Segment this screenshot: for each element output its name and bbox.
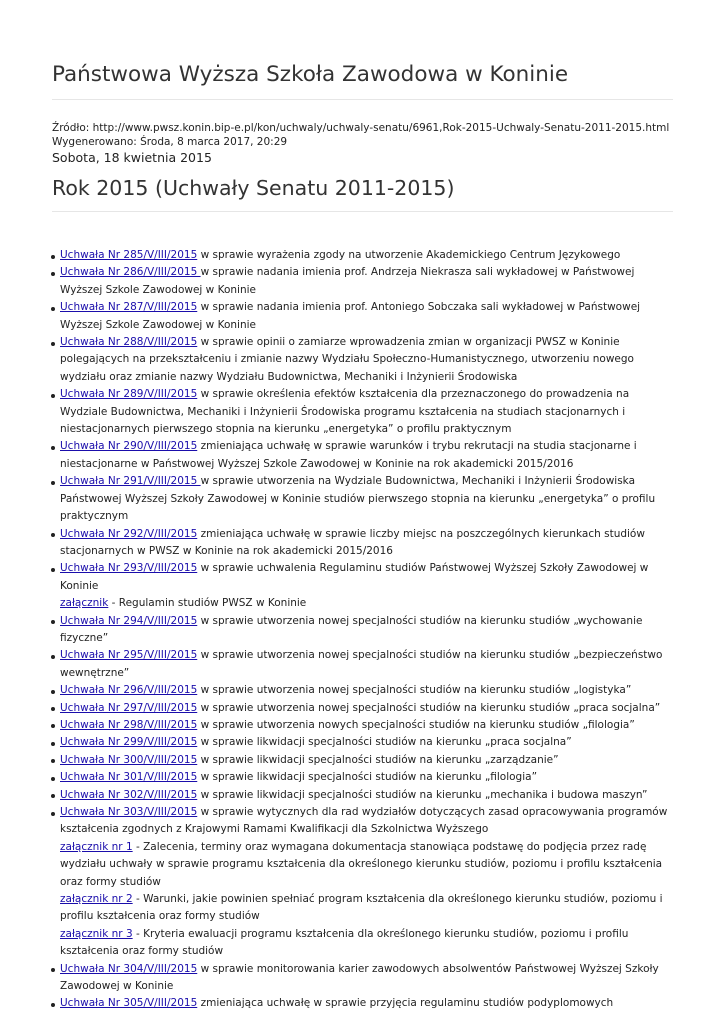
resolution-description: w sprawie uchwalenia Regulaminu studiów Państwowej Wyższej Szkoły Zawodowej w Koninie [60, 562, 649, 592]
title-divider [52, 99, 673, 100]
resolution-link[interactable]: Uchwała Nr 296/V/III/2015 [60, 684, 198, 697]
resolution-description: w sprawie określenia efektów kształcenia dla przeznaczonego do prowadzenia na Wydziale Budownictwa, Mechaniki i Inżynierii Środowiska programu kształcenia na studiach stacjonarnych i niestacjonarnych pierwszego stopnia na kierunku „energetyka” o profilu praktycznym [60, 388, 630, 436]
resolution-link[interactable]: Uchwała Nr 298/V/III/2015 [60, 718, 198, 731]
generated-timestamp: Wygenerowano: Środa, 8 marca 2017, 20:29 [52, 136, 288, 148]
resolution-item [52, 682, 673, 699]
resolution-description: zmieniająca uchwałę w sprawie liczby miejsc na poszczególnych kierunkach studiów stacjonarnych w PWSZ w Koninie na rok akademicki 2015/2016 [60, 527, 645, 557]
resolution-item [52, 526, 673, 561]
section-title: Rok 2015 (Uchwały Senatu 2011-2015) [52, 176, 455, 200]
resolution-link[interactable]: Uchwała Nr 291/V/III/2015 [60, 475, 201, 488]
resolution-link[interactable]: Uchwała Nr 305/V/III/2015 [60, 997, 198, 1010]
resolution-item [52, 752, 673, 769]
attachment-entry [60, 891, 673, 926]
resolution-description: w sprawie nadania imienia prof. Andrzeja Niekrasza sali wykładowej w Państwowej Wyższej Szkole Zawodowej w Koninie [60, 266, 635, 296]
resolution-link[interactable]: Uchwała Nr 300/V/III/2015 [60, 753, 198, 766]
attachment-link[interactable]: załącznik nr 1 [60, 840, 133, 853]
resolution-link[interactable]: Uchwała Nr 286/V/III/2015 [60, 266, 201, 279]
resolution-item [52, 769, 673, 786]
resolution-item [52, 438, 673, 473]
resolution-item [52, 386, 673, 438]
resolutions-list [52, 247, 673, 1013]
resolution-description: w sprawie utworzenia nowej specjalności studiów na kierunku studiów „bezpieczeństwo wewnętrzne” [60, 649, 663, 679]
resolution-item [52, 647, 673, 682]
resolution-item [52, 334, 673, 386]
resolution-item [52, 613, 673, 648]
resolution-description: w sprawie likwidacji specjalności studiów na kierunku „filologia” [197, 771, 538, 784]
resolution-description: w sprawie likwidacji specjalności studiów na kierunku „zarządzanie” [197, 753, 559, 766]
resolution-link[interactable]: Uchwała Nr 301/V/III/2015 [60, 771, 198, 784]
resolution-item [52, 299, 673, 334]
resolution-description: w sprawie utworzenia nowej specjalności studiów na kierunku studiów „logistyka” [197, 684, 632, 697]
resolution-description: w sprawie utworzenia nowej specjalności studiów na kierunku studiów „wychowanie fizyczne” [60, 614, 643, 644]
resolution-description: w sprawie likwidacji specjalności studiów na kierunku „praca socjalna” [197, 736, 572, 749]
attachment-description: - Warunki, jakie powinien spełniać program kształcenia dla określonego kierunku studiów, poziomu i profilu kształcenia oraz formy studiów [60, 893, 663, 923]
attachment-description: - Zalecenia, terminy oraz wymagana dokumentacja stanowiąca podstawę do podjęcia przez radę wydziału uchwały w sprawie programu kształcenia dla określonego kierunku studiów, poziomu i profilu kształcenia oraz formy studiów [60, 840, 663, 888]
attachment-link[interactable]: załącznik nr 3 [60, 927, 133, 940]
attachment-entry [60, 595, 673, 612]
resolution-link[interactable]: Uchwała Nr 299/V/III/2015 [60, 736, 198, 749]
resolution-link[interactable]: Uchwała Nr 295/V/III/2015 [60, 649, 198, 662]
section-divider [52, 211, 673, 212]
resolution-link[interactable]: Uchwała Nr 292/V/III/2015 [60, 527, 198, 540]
attachment-entry [60, 839, 673, 891]
resolution-link[interactable]: Uchwała Nr 302/V/III/2015 [60, 788, 198, 801]
resolution-item [52, 560, 673, 612]
document-meta [52, 121, 669, 149]
resolution-item [52, 734, 673, 751]
resolution-description: w sprawie opinii o zamiarze wprowadzenia zmian w organizacji PWSZ w Koninie polegających na przekształceniu i zmianie nazwy Wydziału Społeczno-Humanistycznego, utworzeniu nowego wydziału oraz zmianie nazwy Wydziału Budownictwa, Mechaniki i Inżynierii Środowiska [60, 336, 634, 383]
resolution-link[interactable]: Uchwała Nr 289/V/III/2015 [60, 388, 198, 401]
resolution-item [52, 961, 673, 996]
resolution-link[interactable]: Uchwała Nr 287/V/III/2015 [60, 301, 198, 314]
resolution-link[interactable]: Uchwała Nr 285/V/III/2015 [60, 249, 198, 261]
resolution-link[interactable]: Uchwała Nr 290/V/III/2015 [60, 440, 198, 453]
resolution-link[interactable]: Uchwała Nr 288/V/III/2015 [60, 336, 198, 349]
resolution-item [52, 700, 673, 717]
resolution-description: w sprawie likwidacji specjalności studiów na kierunku „mechanika i budowa maszyn” [197, 788, 648, 801]
resolution-link[interactable]: Uchwała Nr 304/V/III/2015 [60, 962, 198, 975]
resolution-description: w sprawie monitorowania karier zawodowych absolwentów Państwowej Wyższej Szkoły Zawodowej w Koninie [60, 962, 659, 993]
attachment-link[interactable]: załącznik nr 2 [60, 893, 133, 906]
source-url: Źródło: http://www.pwsz.konin.bip-e.pl/kon/uchwaly/uchwaly-senatu/6961,Rok-2015-Uchwaly-Senatu-2011-2015.html [52, 122, 670, 134]
resolution-description: w sprawie utworzenia nowej specjalności studiów na kierunku studiów „praca socjalna” [197, 701, 661, 714]
resolution-item [52, 995, 673, 1012]
resolution-link[interactable]: Uchwała Nr 303/V/III/2015 [60, 806, 198, 818]
resolution-description: zmieniająca uchwałę w sprawie przyjęcia regulaminu studiów podyplomowych [197, 997, 614, 1010]
resolution-link[interactable]: Uchwała Nr 297/V/III/2015 [60, 701, 198, 714]
resolution-link[interactable]: Uchwała Nr 293/V/III/2015 [60, 562, 198, 575]
resolution-item [52, 787, 673, 804]
site-title: Państwowa Wyższa Szkoła Zawodowa w Koninie [52, 62, 569, 87]
resolution-item [52, 473, 673, 525]
resolution-item [52, 804, 673, 961]
resolution-description: w sprawie wyrażenia zgody na utworzenie Akademickiego Centrum Językowego [197, 249, 621, 261]
attachment-link[interactable]: załącznik [60, 597, 109, 610]
attachment-description: - Kryteria ewaluacji programu kształcenia dla określonego kierunku studiów, poziomu i profilu kształcenia oraz formy studiów [60, 927, 629, 958]
attachment-entry [60, 926, 673, 961]
resolution-item [52, 264, 673, 299]
resolution-description: w sprawie utworzenia nowych specjalności studiów na kierunku studiów „filologia” [197, 718, 635, 731]
resolution-link[interactable]: Uchwała Nr 294/V/III/2015 [60, 614, 198, 627]
resolution-item [52, 717, 673, 734]
publication-date: Sobota, 18 kwietnia 2015 [52, 150, 212, 165]
attachment-description: - Regulamin studiów PWSZ w Koninie [108, 597, 307, 610]
resolution-description: w sprawie nadania imienia prof. Antoniego Sobczaka sali wykładowej w Państwowej Wyższej Szkole Zawodowej w Koninie [60, 301, 641, 331]
resolution-description: zmieniająca uchwałę w sprawie warunków i trybu rekrutacji na studia stacjonarne i niestacjonarne w Państwowej Wyższej Szkole Zawodowej w Koninie na rok akademicki 2015/2016 [60, 440, 637, 470]
resolution-item [52, 247, 673, 264]
resolution-description: w sprawie wytycznych dla rad wydziałów dotyczących zasad opracowywania programów kształcenia zgodnych z Krajowymi Ramami Kwalifikacji dla Szkolnictwa Wyższego [60, 806, 668, 836]
resolution-description: w sprawie utworzenia na Wydziale Budownictwa, Mechaniki i Inżynierii Środowiska Państwowej Wyższej Szkoły Zawodowej w Koninie studiów pierwszego stopnia na kierunku „energetyka” o profilu praktycznym [60, 475, 656, 523]
